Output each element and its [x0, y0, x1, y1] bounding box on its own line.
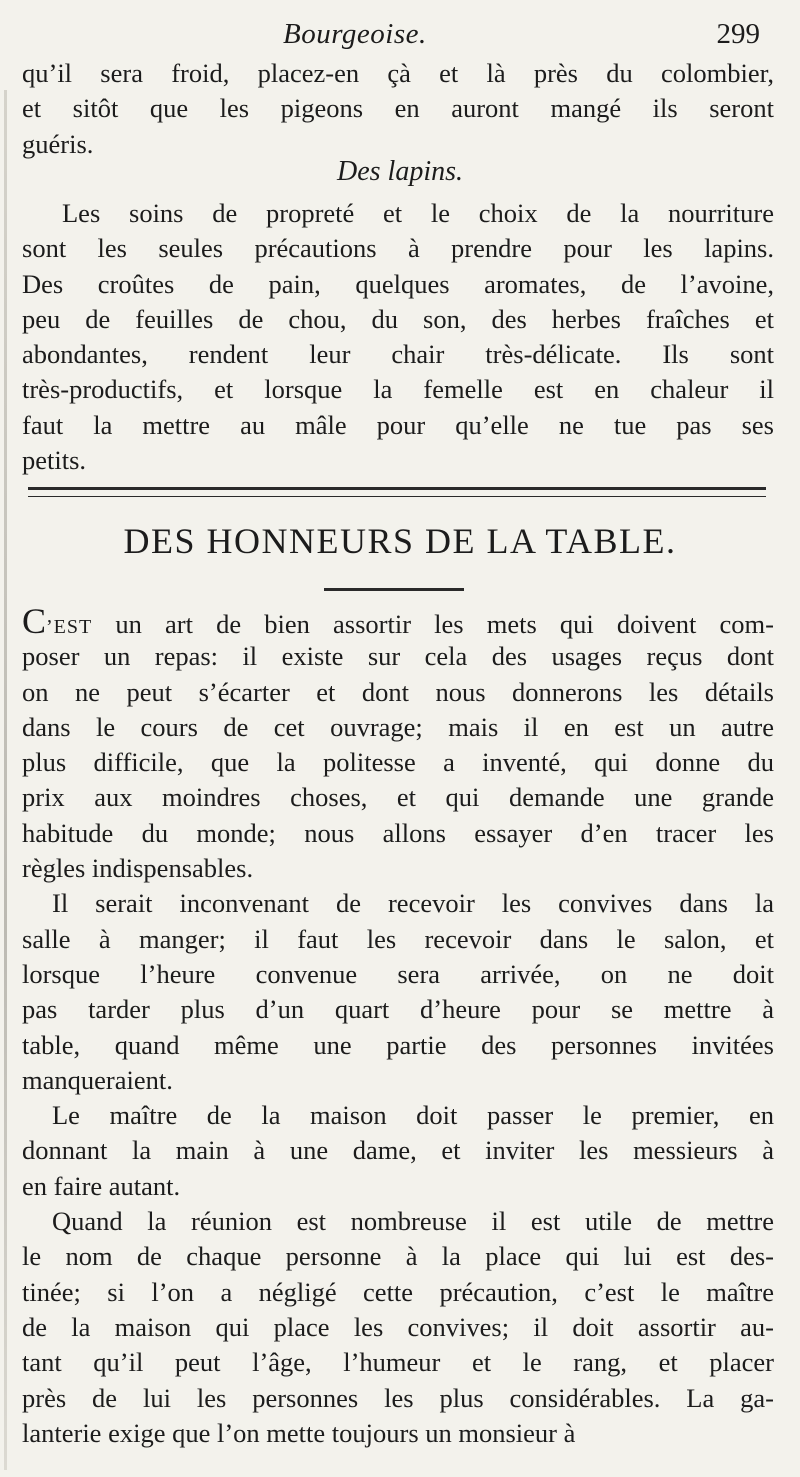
text-line: abondantes, rendent leur chair très-délicate. Ils sont: [22, 339, 774, 370]
text-line: table, quand même une partie des personnes invitées: [22, 1029, 774, 1060]
running-head: [0, 18, 800, 58]
text-line: petits.: [22, 445, 87, 476]
text-line: pas tarder plus d’un quart d’heure pour se mettre à: [22, 994, 774, 1025]
text-line: Il serait inconvenant de recevoir les convives dans la: [52, 888, 774, 919]
page-number: 299: [716, 18, 760, 50]
text-line: très-productifs, et lorsque la femelle est en chaleur il: [22, 374, 774, 405]
text-line: et sitôt que les pigeons en auront mangé ils seront: [22, 93, 774, 124]
text-line: salle à manger; il faut les recevoir dans le salon, et: [22, 923, 774, 954]
text-line: on ne peut s’écarter et dont nous donnerons les détails: [22, 676, 774, 707]
short-rule-divider: [324, 588, 464, 591]
text-line: poser un repas: il existe sur cela des usages reçus dont: [22, 641, 774, 672]
text-line: Les soins de propreté et le choix de la nourriture: [62, 198, 774, 228]
text-line: Des croûtes de pain, quelques aromates, de l’avoine,: [22, 268, 774, 299]
text-line: de la maison qui place les convives; il doit assortir au-: [22, 1311, 774, 1342]
text-line: manqueraient.: [22, 1064, 173, 1095]
top-paragraph: [22, 56, 774, 162]
text-line: lanterie exige que l’on mette toujours un monsieur à: [22, 1417, 576, 1448]
text-line: tinée; si l’on a négligé cette précaution, c’est le maître: [22, 1276, 774, 1307]
text-line: plus difficile, que la politesse a inventé, qui donne du: [22, 747, 774, 778]
text-line: tant qu’il peut l’âge, l’humeur et le rang, et placer: [22, 1347, 774, 1378]
text-line: Le maître de la maison doit passer le premier, en: [52, 1100, 774, 1131]
text-line: lorsque l’heure convenue sera arrivée, on ne doit: [22, 958, 774, 989]
page-gutter-shadow: [4, 90, 7, 1470]
small-caps-word: ’EST: [46, 616, 93, 638]
text-line: prix aux moindres choses, et qui demande une grande: [22, 782, 774, 813]
text-line: dans le cours de cet ouvrage; mais il en est un autre: [22, 711, 774, 742]
chapter-title: DES HONNEURS DE LA TABLE.: [123, 521, 677, 561]
double-rule-divider: [28, 487, 766, 497]
text-line: peu de feuilles de chou, du son, des herbes fraîches et: [22, 303, 774, 334]
text-line: Quand la réunion est nombreuse il est utile de mettre: [52, 1206, 774, 1237]
text-line: sont les seules précautions à prendre pour les lapins.: [22, 233, 774, 264]
drop-cap: C: [22, 601, 47, 641]
text-line: donnant la main à une dame, et inviter les messieurs à: [22, 1135, 774, 1166]
text-line: le nom de chaque personne à la place qui lui est des-: [22, 1241, 774, 1272]
section-heading-rabbits: Des lapins.: [337, 156, 463, 187]
text-line: habitude du monde; nous allons essayer d’en tracer les: [22, 817, 774, 848]
text-line-first: [22, 601, 774, 641]
text-line: qu’il sera froid, placez-en çà et là près du colombier,: [22, 58, 774, 88]
chapter-body: [22, 601, 774, 1451]
first-line-text: un art de bien assortir les mets qui doivent com-: [92, 609, 774, 639]
text-line: faut la mettre au mâle pour qu’elle ne tue pas ses: [22, 409, 774, 440]
running-title: Bourgeoise.: [283, 18, 427, 50]
text-line: guéris.: [22, 128, 94, 159]
text-line: en faire autant.: [22, 1170, 181, 1201]
text-line: règles indispensables.: [22, 853, 254, 884]
rabbits-paragraph: [22, 196, 774, 478]
text-line: près de lui les personnes les plus considérables. La ga-: [22, 1382, 774, 1413]
